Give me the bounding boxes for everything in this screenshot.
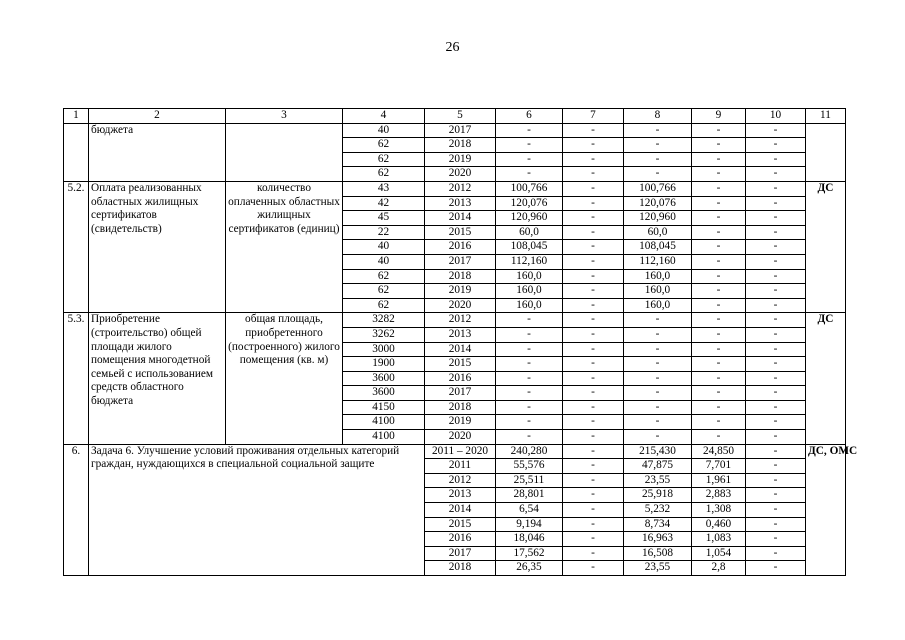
data-cell: 1,083 [692, 532, 746, 547]
data-cell: - [496, 357, 563, 372]
data-cell: - [692, 342, 746, 357]
executor-cell: ДС [806, 181, 846, 312]
executor-cell: ДС, ОМС [806, 444, 846, 575]
page-number: 26 [445, 40, 460, 55]
data-cell: - [563, 240, 624, 255]
program-table [63, 108, 858, 576]
data-cell: - [746, 138, 806, 153]
data-cell: 43 [343, 181, 425, 196]
table-row [64, 123, 846, 138]
data-cell: 4100 [343, 430, 425, 445]
data-cell: - [624, 313, 692, 328]
data-cell: 2020 [425, 430, 496, 445]
data-cell: 8,734 [624, 517, 692, 532]
indicator-unit: количество оплаченных областных жилищных сертификатов (единиц) [226, 181, 343, 312]
data-cell: - [692, 269, 746, 284]
data-cell: 2011 [425, 459, 496, 474]
data-cell: 2019 [425, 284, 496, 299]
data-cell: - [692, 225, 746, 240]
data-cell: - [496, 415, 563, 430]
data-cell: - [746, 152, 806, 167]
data-cell: 60,0 [496, 225, 563, 240]
data-cell: - [746, 473, 806, 488]
data-cell: - [692, 254, 746, 269]
data-cell: 112,160 [496, 254, 563, 269]
data-cell: - [624, 430, 692, 445]
data-cell: 2019 [425, 415, 496, 430]
data-cell: 23,55 [624, 561, 692, 576]
data-cell: 23,55 [624, 473, 692, 488]
data-cell: 2018 [425, 269, 496, 284]
data-cell: 108,045 [624, 240, 692, 255]
data-cell: 3600 [343, 386, 425, 401]
data-cell: - [746, 181, 806, 196]
data-cell: 2013 [425, 327, 496, 342]
data-cell: - [563, 181, 624, 196]
task-description: Задача 6. Улучшение условий проживания отдельных категорий граждан, нуждающихся в специальной социальной защите [89, 444, 425, 575]
data-cell: - [746, 503, 806, 518]
data-cell: - [496, 400, 563, 415]
data-cell: - [496, 371, 563, 386]
data-cell: 240,280 [496, 444, 563, 459]
data-cell: - [692, 386, 746, 401]
header-cell: 9 [692, 109, 746, 124]
data-cell: - [746, 123, 806, 138]
data-cell: - [563, 357, 624, 372]
data-cell: 2,883 [692, 488, 746, 503]
data-cell: 120,960 [624, 211, 692, 226]
table-row [64, 181, 846, 196]
data-cell: 160,0 [496, 298, 563, 313]
data-cell: 40 [343, 123, 425, 138]
data-cell: 2015 [425, 225, 496, 240]
data-cell: 45 [343, 211, 425, 226]
data-cell: 60,0 [624, 225, 692, 240]
data-cell: - [746, 430, 806, 445]
data-cell: - [563, 298, 624, 313]
data-cell: 2018 [425, 138, 496, 153]
data-cell: 1900 [343, 357, 425, 372]
data-cell: - [692, 211, 746, 226]
measure-description: бюджета [89, 123, 226, 181]
table-row [64, 313, 846, 328]
data-cell: 2020 [425, 167, 496, 182]
data-cell: - [692, 327, 746, 342]
data-cell: - [692, 167, 746, 182]
data-cell: 3262 [343, 327, 425, 342]
data-cell: - [692, 371, 746, 386]
data-cell: 18,046 [496, 532, 563, 547]
data-cell: 112,160 [624, 254, 692, 269]
data-cell: 25,511 [496, 473, 563, 488]
data-cell: - [746, 444, 806, 459]
data-cell: 160,0 [496, 269, 563, 284]
data-cell: - [563, 123, 624, 138]
data-cell: - [563, 313, 624, 328]
data-cell: - [563, 444, 624, 459]
indicator-unit [226, 123, 343, 181]
data-cell: - [496, 342, 563, 357]
data-cell: - [692, 181, 746, 196]
data-cell: - [624, 371, 692, 386]
data-cell: 25,918 [624, 488, 692, 503]
data-cell: - [496, 167, 563, 182]
data-cell: 120,076 [624, 196, 692, 211]
data-cell: 215,430 [624, 444, 692, 459]
data-cell: 120,960 [496, 211, 563, 226]
data-cell: - [563, 284, 624, 299]
data-cell: - [746, 327, 806, 342]
data-cell: - [563, 546, 624, 561]
data-cell: 2017 [425, 123, 496, 138]
data-cell: 4100 [343, 415, 425, 430]
data-cell: - [563, 386, 624, 401]
data-cell: - [563, 167, 624, 182]
data-cell: - [624, 327, 692, 342]
data-cell: - [692, 400, 746, 415]
data-cell: 2013 [425, 488, 496, 503]
data-cell: - [746, 400, 806, 415]
data-cell: - [563, 415, 624, 430]
data-cell: 2017 [425, 386, 496, 401]
data-cell: 17,562 [496, 546, 563, 561]
data-cell: 120,076 [496, 196, 563, 211]
data-cell: - [746, 254, 806, 269]
data-cell: 2017 [425, 254, 496, 269]
data-cell: - [496, 313, 563, 328]
data-cell: 62 [343, 152, 425, 167]
data-cell: 2012 [425, 313, 496, 328]
data-cell: - [563, 342, 624, 357]
data-cell: 100,766 [496, 181, 563, 196]
data-cell: 2012 [425, 181, 496, 196]
data-cell: - [624, 167, 692, 182]
data-cell: 2014 [425, 342, 496, 357]
data-cell: 5,232 [624, 503, 692, 518]
data-cell: - [496, 386, 563, 401]
item-number [64, 123, 89, 181]
data-cell: - [746, 269, 806, 284]
data-cell: 42 [343, 196, 425, 211]
header-cell: 5 [425, 109, 496, 124]
data-cell: 28,801 [496, 488, 563, 503]
executor-cell: ДС [806, 313, 846, 444]
data-cell: - [496, 138, 563, 153]
data-cell: 3000 [343, 342, 425, 357]
data-cell: - [496, 430, 563, 445]
header-cell: 8 [624, 109, 692, 124]
measure-description: Приобретение (строительство) общей площади жилого помещения многодетной семьей с использованием средств областного бюджета [89, 313, 226, 444]
data-cell: 62 [343, 167, 425, 182]
data-cell: 2013 [425, 196, 496, 211]
data-cell: 1,961 [692, 473, 746, 488]
data-cell: - [563, 327, 624, 342]
data-cell: 2,8 [692, 561, 746, 576]
data-cell: - [746, 342, 806, 357]
data-cell: 3600 [343, 371, 425, 386]
data-cell: - [692, 138, 746, 153]
data-cell: 6,54 [496, 503, 563, 518]
data-cell: 160,0 [624, 298, 692, 313]
data-cell: - [624, 152, 692, 167]
header-cell: 4 [343, 109, 425, 124]
data-cell: - [692, 123, 746, 138]
executor-cell [806, 123, 846, 181]
data-cell: 40 [343, 254, 425, 269]
data-cell: 2014 [425, 211, 496, 226]
data-cell: 4150 [343, 400, 425, 415]
data-cell: 2016 [425, 240, 496, 255]
data-cell: 22 [343, 225, 425, 240]
data-cell: 62 [343, 284, 425, 299]
item-number: 6. [64, 444, 89, 575]
header-cell: 7 [563, 109, 624, 124]
item-number: 5.3. [64, 313, 89, 444]
data-cell: 62 [343, 298, 425, 313]
data-cell: 1,054 [692, 546, 746, 561]
data-cell: - [746, 371, 806, 386]
data-cell: - [496, 152, 563, 167]
data-cell: - [563, 371, 624, 386]
data-cell: - [746, 240, 806, 255]
data-cell: 2012 [425, 473, 496, 488]
data-cell: 2015 [425, 517, 496, 532]
data-cell: - [563, 517, 624, 532]
data-cell: - [563, 196, 624, 211]
item-number: 5.2. [64, 181, 89, 312]
data-cell: - [746, 488, 806, 503]
data-cell: 2018 [425, 561, 496, 576]
data-cell: 2016 [425, 371, 496, 386]
indicator-unit: общая площадь, приобретенного (построенного) жилого помещения (кв. м) [226, 313, 343, 444]
data-cell: - [692, 415, 746, 430]
data-cell: - [563, 561, 624, 576]
data-cell: 160,0 [624, 284, 692, 299]
data-cell: - [746, 196, 806, 211]
data-cell: - [624, 123, 692, 138]
data-cell: - [563, 488, 624, 503]
data-cell: - [624, 357, 692, 372]
header-cell: 2 [89, 109, 226, 124]
data-cell: - [624, 138, 692, 153]
data-cell: 2019 [425, 152, 496, 167]
header-cell: 10 [746, 109, 806, 124]
data-cell: - [746, 386, 806, 401]
header-cell: 1 [64, 109, 89, 124]
data-cell: - [746, 225, 806, 240]
data-cell: - [746, 415, 806, 430]
data-cell: - [692, 430, 746, 445]
data-cell: - [496, 123, 563, 138]
header-row [64, 109, 846, 124]
data-cell: 26,35 [496, 561, 563, 576]
data-cell: - [563, 152, 624, 167]
data-cell: 2017 [425, 546, 496, 561]
data-cell: - [624, 415, 692, 430]
data-cell: 0,460 [692, 517, 746, 532]
data-cell: - [692, 240, 746, 255]
data-cell: - [563, 430, 624, 445]
header-cell: 11 [806, 109, 846, 124]
data-cell: 24,850 [692, 444, 746, 459]
data-cell: - [692, 284, 746, 299]
data-cell: - [624, 342, 692, 357]
data-cell: - [692, 196, 746, 211]
data-cell: - [563, 269, 624, 284]
data-cell: - [563, 503, 624, 518]
data-cell: - [563, 138, 624, 153]
data-cell: 160,0 [496, 284, 563, 299]
data-cell: - [496, 327, 563, 342]
data-cell: - [624, 400, 692, 415]
data-cell: - [746, 167, 806, 182]
data-cell: - [746, 298, 806, 313]
data-cell: - [563, 473, 624, 488]
data-cell: 2015 [425, 357, 496, 372]
data-cell: 2011 – 2020 [425, 444, 496, 459]
data-cell: - [563, 225, 624, 240]
data-cell: 3282 [343, 313, 425, 328]
measure-description: Оплата реализованных областных жилищных сертификатов (свидетельств) [89, 181, 226, 312]
data-cell: - [746, 459, 806, 474]
data-cell: - [563, 211, 624, 226]
data-cell: - [692, 313, 746, 328]
data-cell: 100,766 [624, 181, 692, 196]
data-cell: - [692, 298, 746, 313]
data-cell: - [746, 546, 806, 561]
data-cell: - [624, 386, 692, 401]
header-cell: 3 [226, 109, 343, 124]
data-cell: 47,875 [624, 459, 692, 474]
table-row [64, 444, 846, 459]
data-cell: 108,045 [496, 240, 563, 255]
data-cell: - [746, 313, 806, 328]
data-cell: - [746, 284, 806, 299]
data-cell: - [563, 459, 624, 474]
data-cell: 7,701 [692, 459, 746, 474]
data-cell: - [746, 357, 806, 372]
data-cell: 62 [343, 138, 425, 153]
data-cell: - [692, 152, 746, 167]
data-cell: - [746, 211, 806, 226]
data-cell: 40 [343, 240, 425, 255]
data-cell: - [563, 400, 624, 415]
data-cell: - [563, 532, 624, 547]
data-cell: 2014 [425, 503, 496, 518]
data-cell: 55,576 [496, 459, 563, 474]
header-cell: 6 [496, 109, 563, 124]
data-cell: 16,963 [624, 532, 692, 547]
data-cell: - [563, 254, 624, 269]
data-cell: 9,194 [496, 517, 563, 532]
data-cell: - [692, 357, 746, 372]
data-cell: - [746, 532, 806, 547]
data-cell: 160,0 [624, 269, 692, 284]
data-cell: 16,508 [624, 546, 692, 561]
data-cell: 2020 [425, 298, 496, 313]
data-cell: - [746, 517, 806, 532]
data-cell: 1,308 [692, 503, 746, 518]
data-cell: 2016 [425, 532, 496, 547]
data-cell: - [746, 561, 806, 576]
data-cell: 2018 [425, 400, 496, 415]
data-cell: 62 [343, 269, 425, 284]
